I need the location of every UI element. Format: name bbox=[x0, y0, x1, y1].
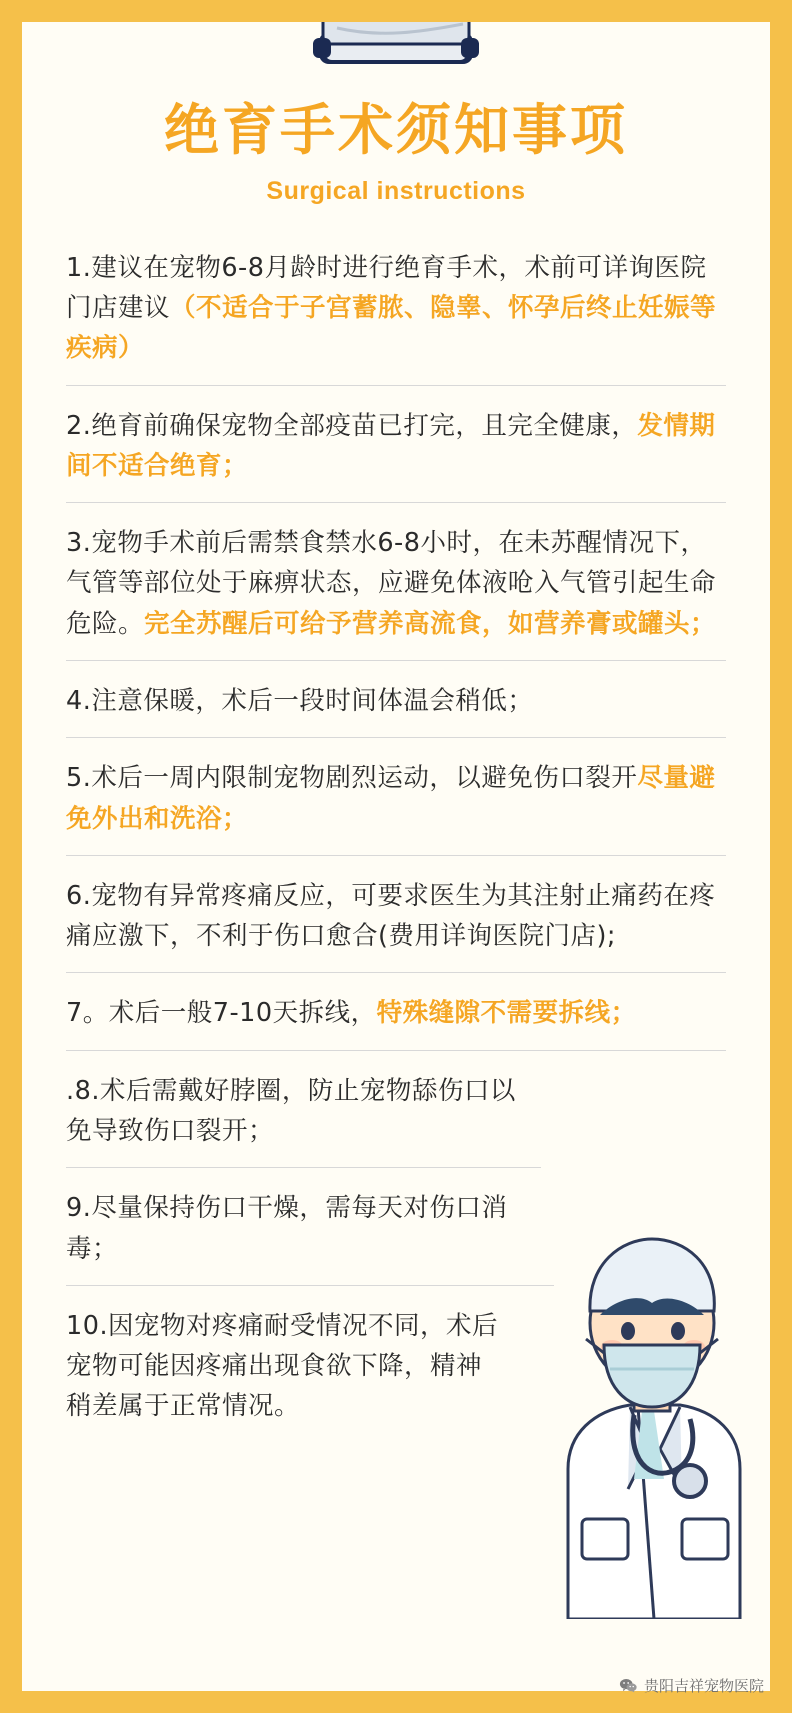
list-item bbox=[66, 406, 726, 504]
list-item-text: .8.术后需戴好脖圈，防止宠物舔伤口以免导致伤口裂开； bbox=[66, 1075, 516, 1146]
list-item bbox=[66, 758, 726, 856]
list-item-text: 6.宠物有异常疼痛反应，可要求医生为其注射止痛药在疼痛应激下，不利于伤口愈合(费用详询医院门店); bbox=[66, 880, 716, 952]
list-item-text: 2.绝育前确保宠物全部疫苗已打完，且完全健康， bbox=[66, 410, 638, 441]
list-item-text: 5.术后一周内限制宠物剧烈运动，以避免伤口裂开 bbox=[66, 763, 638, 794]
list-item bbox=[66, 1071, 541, 1169]
list-item bbox=[66, 876, 726, 974]
list-item-text: 10.因宠物对疼痛耐受情况不同，术后宠物可能因疼痛出现食欲下降，精神稍差属于正常情况。 bbox=[66, 1310, 499, 1422]
list-item-text: 7。术后一般7-10天拆线， bbox=[66, 998, 377, 1029]
list-item-highlight: 特殊缝隙不需要拆线； bbox=[376, 998, 637, 1029]
list-item bbox=[66, 1188, 554, 1286]
list-item bbox=[66, 681, 726, 738]
footer-credit[interactable] bbox=[619, 1675, 764, 1696]
list-item-highlight: 发情期间不适合绝育； bbox=[66, 410, 716, 481]
surgical-tray-icon bbox=[311, 22, 481, 76]
list-item bbox=[66, 248, 726, 386]
page-title: 绝育手术须知事项 bbox=[163, 98, 628, 162]
wechat-icon bbox=[619, 1678, 637, 1693]
footer-text: 贵阳吉祥宠物医院 bbox=[643, 1676, 764, 1695]
list-item-text: 1.建议在宠物6-8月龄时进行绝育手术，术前可详询医院门店建议 bbox=[66, 252, 707, 324]
footer bbox=[0, 1657, 792, 1713]
page-subtitle: Surgical instructions bbox=[266, 176, 526, 205]
list-item bbox=[66, 993, 726, 1050]
list-item bbox=[66, 523, 726, 661]
list-item-text: 3.宠物手术前后需禁食禁水6-8小时，在未苏醒情况下，气管等部位处于麻痹状态，应避免体液呛入气管引起生命危险。 bbox=[66, 528, 717, 639]
list-item-highlight: 尽量避免外出和洗浴； bbox=[66, 763, 716, 834]
list-item-highlight: （不适合于子宫蓄脓、隐睾、怀孕后终止妊娠等疾病） bbox=[66, 293, 717, 364]
instructions-list bbox=[66, 248, 726, 1443]
list-item-text: 9.尽量保持伤口干燥，需每天对伤口消毒； bbox=[66, 1193, 508, 1264]
list-item bbox=[66, 1306, 502, 1443]
list-item-highlight: 完全苏醒后可给予营养高流食，如营养膏或罐头； bbox=[144, 608, 717, 639]
poster-inner bbox=[22, 22, 770, 1691]
list-item-text: 4.注意保暖，术后一段时间体温会稍低； bbox=[66, 686, 534, 716]
